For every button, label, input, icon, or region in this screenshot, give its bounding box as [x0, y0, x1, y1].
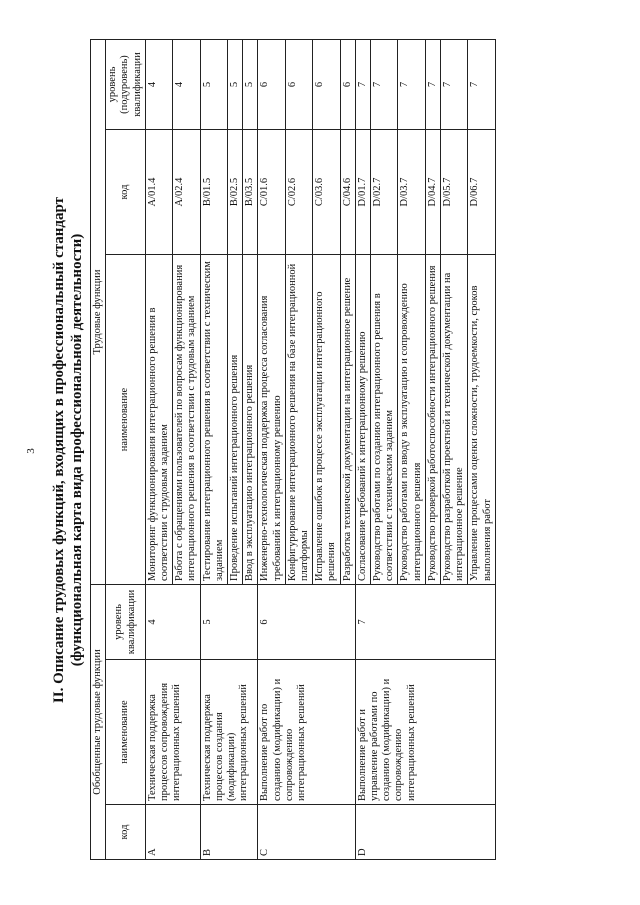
labor-header: Трудовые функции	[91, 39, 106, 584]
function-level: 7	[355, 39, 370, 129]
function-name: Руководство работами по вводу в эксплуатацию и сопровождению интеграционного решения	[398, 255, 425, 585]
function-level: 6	[313, 39, 340, 129]
function-level: 7	[441, 39, 468, 129]
code-header: код	[106, 805, 146, 860]
level-header: уровень квалификации	[106, 585, 146, 660]
function-code: C/04.6	[340, 130, 355, 255]
function-level: 5	[200, 39, 227, 129]
function-level: 6	[285, 39, 312, 129]
function-code: D/05.7	[441, 130, 468, 255]
function-name-header: наименование	[106, 255, 146, 585]
group-level: 7	[355, 585, 495, 660]
table-row	[355, 39, 370, 859]
function-name: Руководство разработкой проектной и технической документации на интеграционное решение	[441, 255, 468, 585]
name-header: наименование	[106, 660, 146, 805]
group-name: Техническая поддержка процессов создания (модификации) интеграционных решений	[200, 660, 258, 805]
group-code: D	[355, 805, 495, 860]
functional-map-table	[90, 39, 496, 860]
function-name: Разработка технической документации на интеграционное решение	[340, 255, 355, 585]
function-level: 7	[398, 39, 425, 129]
function-name: Согласование требований к интеграционному решению	[355, 255, 370, 585]
table-row	[200, 39, 227, 859]
header-row-1	[91, 39, 106, 859]
function-name: Руководство проверкой работоспособности интеграционного решения	[425, 255, 440, 585]
function-name: Исправление ошибок в процессе эксплуатации интеграционного решения	[313, 255, 340, 585]
function-name: Инженерно-технологическая поддержка процесса согласования требований к интеграционному решению	[258, 255, 285, 585]
function-name: Руководство работами по созданию интеграционного решения в соответствии с техническим заданием	[371, 255, 398, 585]
sublevel-header: уровень (подуровень) квалификации	[106, 39, 146, 129]
function-code: C/02.6	[285, 130, 312, 255]
group-code: A	[145, 805, 200, 860]
function-code: D/06.7	[468, 130, 495, 255]
function-level: 5	[243, 39, 258, 129]
group-name: Выполнение работ по созданию (модификации) и сопровождению интеграционных решений	[258, 660, 355, 805]
header-row-2	[106, 39, 146, 859]
group-level: 6	[258, 585, 355, 660]
function-name: Управление процессами оценки сложности, трудоемкости, сроков выполнения работ	[468, 255, 495, 585]
page-title: II. Описание трудовых функций, входящих в профессиональный стандарт	[51, 196, 67, 704]
group-name: Выполнение работ и управление работами по созданию (модификации) и сопровождению интеграционных решений	[355, 660, 495, 805]
table-row	[258, 39, 285, 859]
function-level: 4	[145, 39, 172, 129]
function-level: 5	[228, 39, 243, 129]
group-code: C	[258, 805, 355, 860]
function-level: 6	[258, 39, 285, 129]
function-code: B/03.5	[243, 130, 258, 255]
function-level: 7	[468, 39, 495, 129]
function-name: Конфигурирование интеграционного решения на базе интеграционной платформы	[285, 255, 312, 585]
function-name: Работа с обращениями пользователей по вопросам функционирования интеграционного решения в соответствии с трудовым заданием	[173, 255, 200, 585]
function-code: D/03.7	[398, 130, 425, 255]
function-name: Ввод в эксплуатацию интеграционного решения	[243, 255, 258, 585]
function-code: A/01.4	[145, 130, 172, 255]
function-code: A/02.4	[173, 130, 200, 255]
function-level: 4	[173, 39, 200, 129]
function-code: B/01.5	[200, 130, 227, 255]
group-level: 4	[145, 585, 200, 660]
function-level: 7	[425, 39, 440, 129]
function-name: Проведение испытаний интеграционного решения	[228, 255, 243, 585]
group-name: Техническая поддержка процессов сопровождения интеграционных решений	[145, 660, 200, 805]
group-code: B	[200, 805, 258, 860]
function-code: D/01.7	[355, 130, 370, 255]
rotated-page	[50, 40, 610, 860]
group-level: 5	[200, 585, 258, 660]
function-code-header: код	[106, 130, 146, 255]
table-row	[145, 39, 172, 859]
function-code: C/01.6	[258, 130, 285, 255]
function-code: B/02.5	[228, 130, 243, 255]
page-number: 3	[24, 448, 37, 454]
function-level: 7	[371, 39, 398, 129]
generalized-header: Обобщенные трудовые функции	[91, 585, 106, 860]
page-subtitle: (функциональная карта вида профессиональной деятельности)	[69, 233, 85, 667]
function-code: C/03.6	[313, 130, 340, 255]
function-level: 6	[340, 39, 355, 129]
function-code: D/02.7	[371, 130, 398, 255]
function-name: Тестирование интеграционного решения в соответствии с техническим заданием	[200, 255, 227, 585]
function-code: D/04.7	[425, 130, 440, 255]
function-name: Мониторинг функционирования интеграционного решения в соответствии с трудовым заданием	[145, 255, 172, 585]
